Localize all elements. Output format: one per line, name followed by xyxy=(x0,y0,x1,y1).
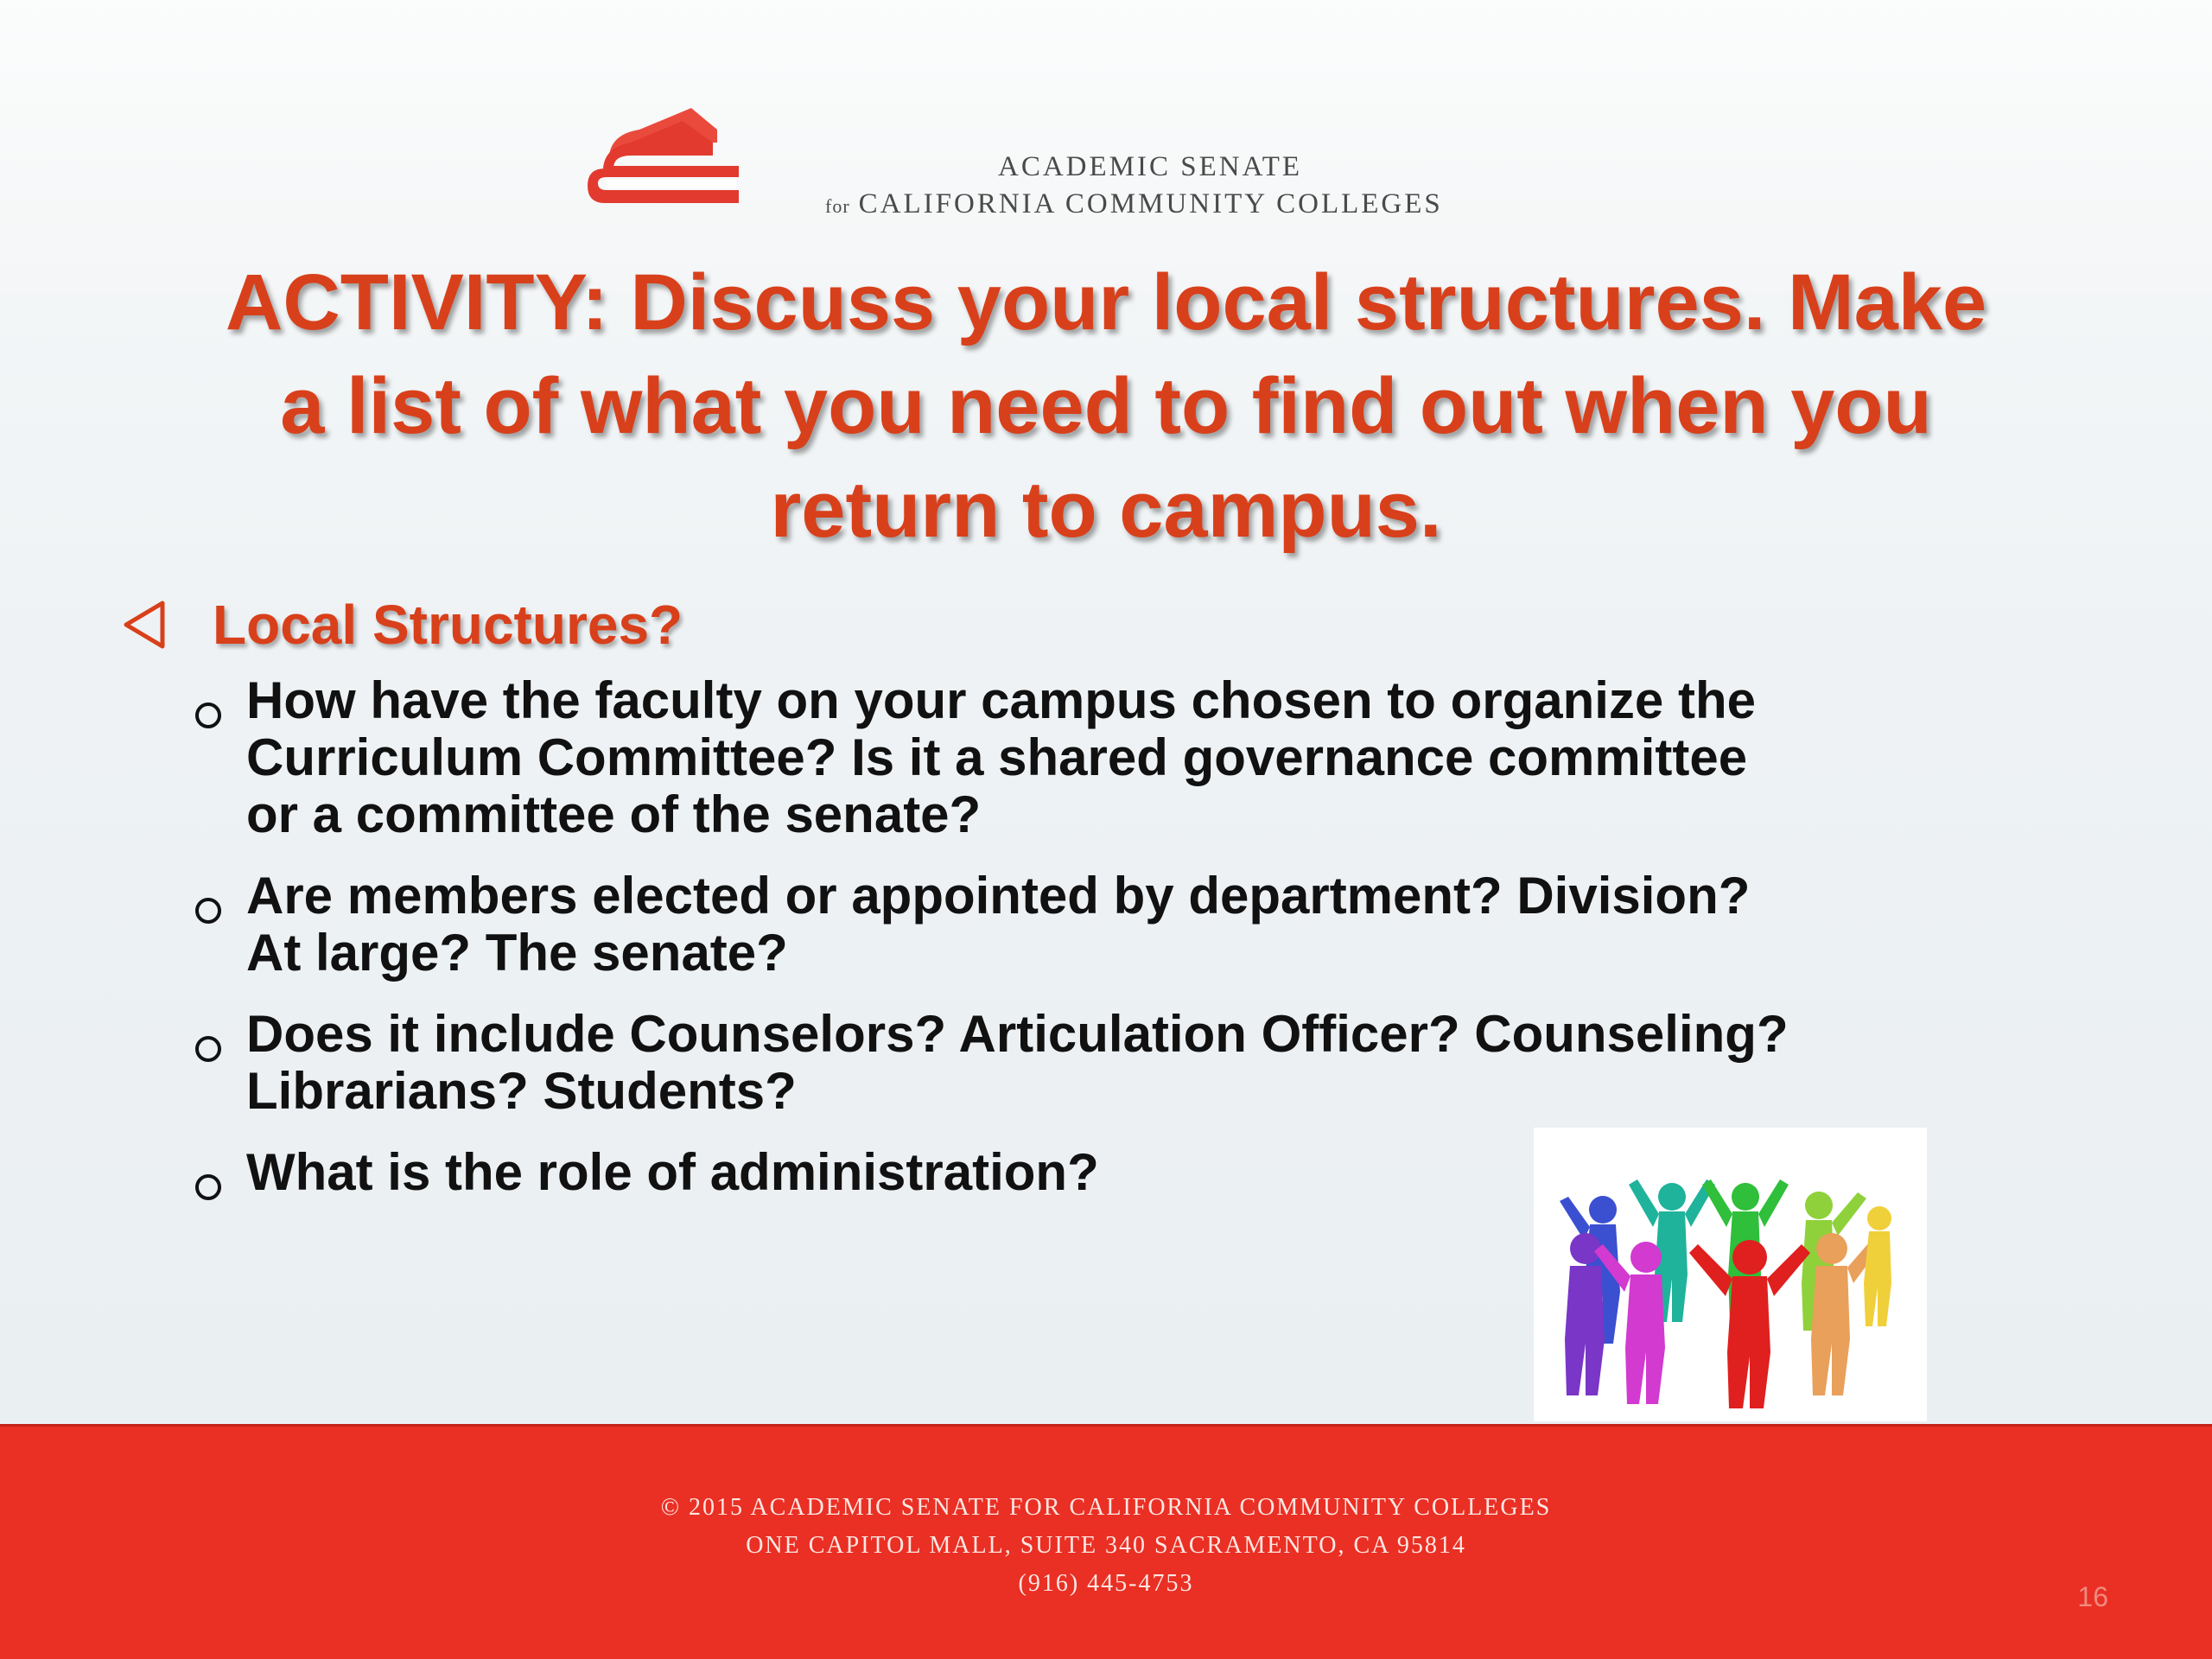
page-number: 16 xyxy=(2077,1581,2108,1612)
figure-yellow xyxy=(1864,1206,1891,1326)
list-item xyxy=(186,672,2087,843)
circle-bullet-icon xyxy=(193,1153,224,1206)
book-logo-icon xyxy=(588,104,743,216)
asccc-logo xyxy=(588,104,1538,225)
logo-line-2 xyxy=(825,188,1534,220)
circle-bullet-icon xyxy=(193,876,224,930)
sub-bullet-text-3-line-1: Does it include Counselors? Articulation Officer? Counseling? xyxy=(246,1005,1789,1063)
triangle-left-outline-icon xyxy=(121,599,168,651)
footer-address: ONE CAPITOL MALL, SUITE 340 SACRAMENTO, CA 95814 xyxy=(746,1532,1466,1559)
list-item xyxy=(186,1006,2087,1120)
main-bullet-label: Local Structures? xyxy=(213,594,683,656)
logo-line-1: ACADEMIC SENATE xyxy=(998,151,1303,182)
people-celebrating-image xyxy=(1534,1128,1927,1421)
sub-bullet-text-1-line-2: Curriculum Committee? Is it a shared governance committee xyxy=(246,728,1748,786)
sub-bullet-text-1-line-1: How have the faculty on your campus chosen to organize the xyxy=(246,671,1756,729)
logo-line-2-prefix: for xyxy=(825,195,850,217)
sub-bullet-text-1-line-3: or a committee of the senate? xyxy=(246,785,982,843)
footer xyxy=(0,1424,2212,1659)
circle-bullet-icon xyxy=(193,681,224,734)
figure-red xyxy=(1689,1240,1810,1408)
sub-bullet-text-2-line-2: At large? The senate? xyxy=(246,924,788,982)
main-bullet xyxy=(121,586,683,664)
sub-bullet-text-4-line-1: What is the role of administration? xyxy=(246,1143,1099,1201)
list-item xyxy=(186,868,2087,982)
logo-line-2-text: CALIFORNIA COMMUNITY COLLEGES xyxy=(858,188,1443,219)
title-line-3: return to campus. xyxy=(770,466,1442,554)
footer-copyright: © 2015 ACADEMIC SENATE FOR CALIFORNIA COMMUNITY COLLEGES xyxy=(660,1494,1552,1521)
footer-phone: (916) 445-4753 xyxy=(1018,1570,1194,1597)
sub-bullet-text-3-line-2: Librarians? Students? xyxy=(246,1062,797,1120)
title-line-1: ACTIVITY: Discuss your local structures. Make xyxy=(225,258,1987,346)
people-group-icon xyxy=(1534,1128,1927,1421)
sub-bullet-text-2-line-1: Are members elected or appointed by department? Division? xyxy=(246,867,1751,925)
title-line-2: a list of what you need to find out when you xyxy=(280,362,1932,450)
slide-title xyxy=(86,251,2126,562)
circle-bullet-icon xyxy=(193,1014,224,1068)
